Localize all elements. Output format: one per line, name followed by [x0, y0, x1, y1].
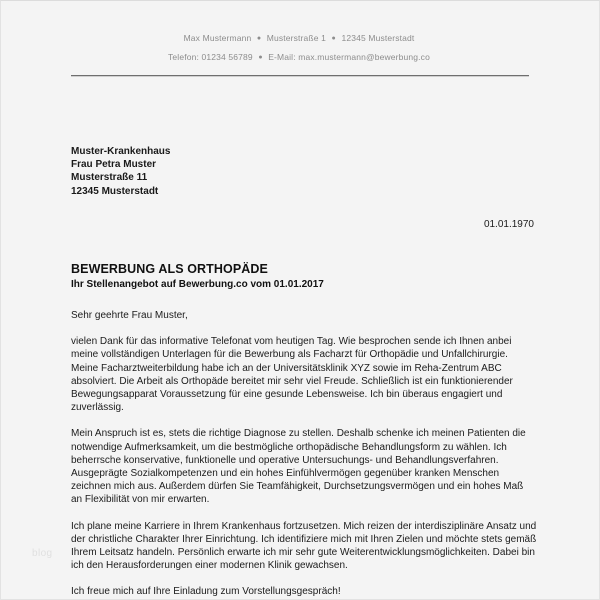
body-paragraph-3: Ich plane meine Karriere in Ihrem Krankenhaus fortzusetzen. Mich reizen der interdisziplinäre Ansatz und der christliche Charakter Ihrer Einrichtung. Ich identifiziere mich mit Ihren Zielen und möchte stets gemäß Ihrem Leitsatz handeln. Persönlich erwarte ich mir sehr gute Weiterentwicklungsmöglichkeiten. Dabei bin ich den Herausforderungen einer modernen Klinik gewachsen. — [71, 520, 537, 572]
bullet-separator-icon: ● — [331, 35, 336, 42]
recipient-city: 12345 Musterstadt — [71, 185, 159, 197]
blog-watermark: blog — [32, 548, 53, 559]
sender-name: Max Mustermann — [183, 33, 252, 43]
sender-email: E-Mail: max.mustermann@bewerbung.co — [268, 52, 430, 62]
recipient-street: Musterstraße 11 — [71, 172, 148, 184]
recipient-organization: Muster-Krankenhaus — [71, 146, 171, 157]
letter-body — [71, 309, 537, 599]
letter-date: 01.01.1970 — [483, 219, 534, 230]
body-paragraph-2: Mein Anspruch ist es, stets die richtige Diagnose zu stellen. Deshalb schenke ich meinen Patienten die notwendige Aufmerksamkeit, um die bestmögliche orthopädische Behandlungsform zu wählen. Ich beherrsche konservative, funktionelle und operative Untersuchungs- und Behandlungsverfahren. Ausgeprägte Sozialkompetenzen und ein hohes Einfühlvermögen gegenüber kranken Menschen zeichnen mich aus. Außerdem dürfen Sie Teamfähigkeit, Durchsetzungsvermögen und ein hohes Maß an Flexibilität von mir erwarten. — [71, 428, 526, 506]
body-paragraph-4: Ich freue mich auf Ihre Einladung zum Vorstellungsgespräch! — [71, 586, 341, 598]
subject-title: BEWERBUNG ALS ORTHOPÄDE — [71, 262, 268, 276]
recipient-address-block — [71, 145, 170, 198]
sender-phone: Telefon: 01234 56789 — [168, 52, 253, 62]
sender-city: 12345 Musterstadt — [341, 33, 415, 43]
letterhead-divider — [71, 75, 529, 77]
subject-block — [71, 262, 324, 292]
sender-street: Musterstraße 1 — [266, 33, 327, 43]
letterhead — [71, 29, 527, 67]
letterhead-sender-line — [71, 29, 527, 48]
body-paragraph-1: vielen Dank für das informative Telefonat vom heutigen Tag. Wie besprochen sende ich Ihnen anbei meine vollständigen Unterlagen für die Bewerbung als Facharzt für Orthopädie und Unfallchirurgie. Meine Facharztweiterbildung habe ich an der Universitätsklinik XYZ sowie im Reha-Zentrum ABC absolviert. Die Arbeit als Orthopäde bereitet mir sehr viel Freude. Schließlich ist ein funktionierender Bewegungsapparat Voraussetzung für eine gesunde Lebensweise. Ich bin überaus engagiert und zuverlässig. — [71, 336, 513, 414]
recipient-person: Frau Petra Muster — [71, 159, 157, 171]
bullet-separator-icon: ● — [256, 35, 262, 42]
subject-reference: Ihr Stellenangebot auf Bewerbung.co vom 01.01.2017 — [71, 279, 324, 290]
bullet-separator-icon: ● — [258, 54, 263, 61]
letterhead-contact-line — [71, 48, 527, 67]
salutation: Sehr geehrte Frau Muster, — [71, 310, 188, 321]
